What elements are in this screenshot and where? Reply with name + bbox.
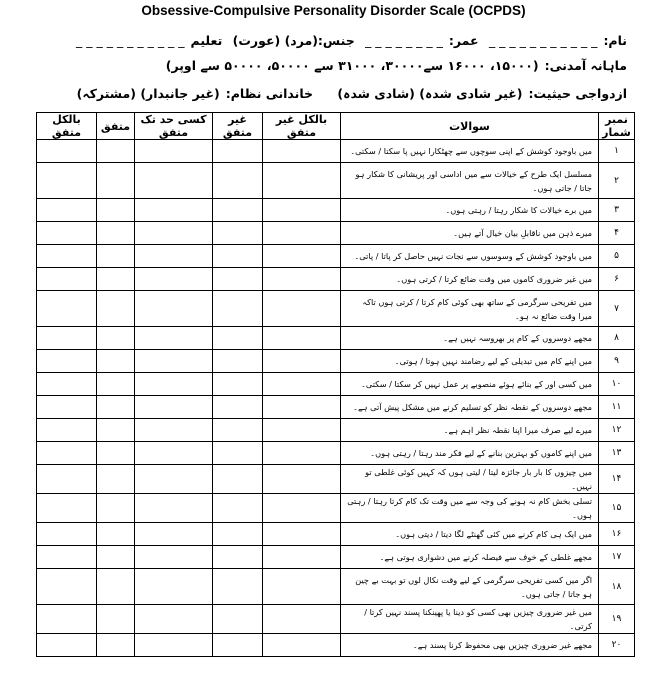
- response-cell-somewhat-agree[interactable]: [135, 419, 213, 442]
- response-cell-agree[interactable]: [97, 546, 135, 569]
- response-cell-agree[interactable]: [97, 199, 135, 222]
- item-statement: [341, 419, 599, 442]
- response-cell-somewhat-agree[interactable]: [135, 268, 213, 291]
- education-label: تعلیم: [190, 33, 223, 48]
- item-number: ۱۹: [599, 605, 635, 634]
- item-statement-text: مجھے غلطی کے خوف سے فیصلہ کرنے میں دشواری ہوتی ہے۔: [379, 552, 592, 562]
- header-questions: سوالات: [341, 113, 599, 140]
- header-disagree: غیر متفق: [213, 113, 263, 140]
- response-cell-strongly-agree[interactable]: [37, 494, 97, 523]
- response-cell-somewhat-agree[interactable]: [135, 140, 213, 163]
- response-cell-strongly-disagree[interactable]: [263, 419, 341, 442]
- name-blank[interactable]: _ _ _ _ _ _ _ _ _ _ _: [488, 33, 598, 48]
- item-statement: [341, 465, 599, 494]
- item-number: ۵: [599, 245, 635, 268]
- response-cell-agree[interactable]: [97, 465, 135, 494]
- demographics-line-1: [70, 33, 627, 48]
- table-row: [37, 605, 635, 634]
- table-row: [37, 465, 635, 494]
- item-statement: [341, 494, 599, 523]
- item-statement: [341, 634, 599, 657]
- item-number: ۹: [599, 350, 635, 373]
- response-cell-disagree[interactable]: [213, 140, 263, 163]
- item-statement-text: مجھے دوسروں کے کام پر بھروسہ نہیں ہے۔: [443, 333, 592, 343]
- response-cell-strongly-agree[interactable]: [37, 245, 97, 268]
- item-statement: [341, 605, 599, 634]
- item-statement: [341, 291, 599, 327]
- response-cell-strongly-disagree[interactable]: [263, 163, 341, 199]
- item-statement: [341, 569, 599, 605]
- response-cell-agree[interactable]: [97, 569, 135, 605]
- response-cell-disagree[interactable]: [213, 419, 263, 442]
- table-row: [37, 350, 635, 373]
- response-cell-strongly-disagree[interactable]: [263, 291, 341, 327]
- item-statement-text: اگر میں کسی تفریحی سرگرمی کے لیے وقت نکال لوں تو بہت بے چین ہو جاتا / جاتی ہوں۔: [355, 574, 592, 599]
- response-cell-somewhat-agree[interactable]: [135, 222, 213, 245]
- item-number: ۱: [599, 140, 635, 163]
- response-cell-strongly-disagree[interactable]: [263, 199, 341, 222]
- marital-options[interactable]: (غیر شادی شدہ) (شادی شدہ): [337, 86, 523, 101]
- response-cell-somewhat-agree[interactable]: [135, 327, 213, 350]
- item-number: ۷: [599, 291, 635, 327]
- item-statement-text: میں اپنے کاموں کو بہترین بنانے کے لیے فکر مند رہتا / رہتی ہوں۔: [370, 448, 592, 458]
- response-cell-strongly-agree[interactable]: [37, 291, 97, 327]
- header-number: نمبر شمار: [599, 113, 635, 140]
- table-row: [37, 494, 635, 523]
- age-label: عمر:: [448, 33, 479, 48]
- response-cell-agree[interactable]: [97, 291, 135, 327]
- demographics-line-2: [160, 58, 627, 73]
- item-statement: [341, 163, 599, 199]
- table-row: [37, 140, 635, 163]
- table-row: [37, 163, 635, 199]
- item-statement-text: مسلسل ایک طرح کے خیالات سے میں اداسی اور پریشانی کا شکار ہو جاتا / جاتی ہوں۔: [355, 168, 592, 193]
- age-blank[interactable]: _ _ _ _ _ _ _ _: [365, 33, 443, 48]
- response-cell-somewhat-agree[interactable]: [135, 350, 213, 373]
- response-cell-disagree[interactable]: [213, 373, 263, 396]
- table-row: [37, 396, 635, 419]
- item-statement: [341, 546, 599, 569]
- item-number: ۲: [599, 163, 635, 199]
- response-cell-somewhat-agree[interactable]: [135, 605, 213, 634]
- item-statement: [341, 396, 599, 419]
- item-statement: [341, 140, 599, 163]
- table-row: [37, 199, 635, 222]
- table-row: [37, 634, 635, 657]
- response-cell-somewhat-agree[interactable]: [135, 291, 213, 327]
- response-cell-strongly-disagree[interactable]: [263, 268, 341, 291]
- response-cell-disagree[interactable]: [213, 199, 263, 222]
- item-statement-text: میں چیزوں کا بار بار جائزہ لیتا / لیتی ہوں کہ کہیں کوئی غلطی تو نہیں۔: [365, 467, 592, 491]
- response-cell-disagree[interactable]: [213, 350, 263, 373]
- item-statement-text: میرے لیے صرف میرا اپنا نقطہ نظر اہم ہے۔: [443, 425, 592, 435]
- item-number: ۳: [599, 199, 635, 222]
- response-cell-disagree[interactable]: [213, 523, 263, 546]
- item-statement: [341, 350, 599, 373]
- response-cell-somewhat-agree[interactable]: [135, 523, 213, 546]
- item-number: ۶: [599, 268, 635, 291]
- response-cell-strongly-agree[interactable]: [37, 373, 97, 396]
- response-cell-strongly-agree[interactable]: [37, 546, 97, 569]
- response-cell-strongly-agree[interactable]: [37, 199, 97, 222]
- item-statement-text: میں باوجود کوشش کے اپنی سوچوں سے چھٹکارا نہیں پا سکتا / سکتی۔: [350, 146, 592, 156]
- item-number: ۴: [599, 222, 635, 245]
- response-cell-strongly-disagree[interactable]: [263, 605, 341, 634]
- family-options[interactable]: (غیر جانبدار) (مشترکہ): [76, 86, 220, 101]
- response-cell-agree[interactable]: [97, 327, 135, 350]
- response-cell-somewhat-agree[interactable]: [135, 163, 213, 199]
- table-row: [37, 373, 635, 396]
- item-statement-text: میرے ذہن میں ناقابلِ بیان خیال آتے ہیں۔: [453, 228, 592, 238]
- response-cell-agree[interactable]: [97, 634, 135, 657]
- response-cell-somewhat-agree[interactable]: [135, 199, 213, 222]
- item-statement: [341, 222, 599, 245]
- response-cell-agree[interactable]: [97, 222, 135, 245]
- item-number: ۱۸: [599, 569, 635, 605]
- response-cell-strongly-agree[interactable]: [37, 396, 97, 419]
- response-cell-disagree[interactable]: [213, 442, 263, 465]
- ocpds-questionnaire-table: [36, 112, 635, 657]
- response-cell-agree[interactable]: [97, 396, 135, 419]
- item-number: ۸: [599, 327, 635, 350]
- response-cell-strongly-disagree[interactable]: [263, 350, 341, 373]
- item-statement: [341, 268, 599, 291]
- response-cell-disagree[interactable]: [213, 494, 263, 523]
- response-cell-strongly-agree[interactable]: [37, 523, 97, 546]
- response-cell-agree[interactable]: [97, 419, 135, 442]
- response-cell-strongly-agree[interactable]: [37, 222, 97, 245]
- response-cell-somewhat-agree[interactable]: [135, 494, 213, 523]
- item-statement-text: میں ایک ہی کام کرنے میں کئی گھنٹے لگا دیتا / دیتی ہوں۔: [395, 529, 592, 539]
- item-number: ۱۷: [599, 546, 635, 569]
- header-agree: متفق: [97, 113, 135, 140]
- response-cell-agree[interactable]: [97, 268, 135, 291]
- response-cell-strongly-disagree[interactable]: [263, 140, 341, 163]
- response-cell-strongly-agree[interactable]: [37, 442, 97, 465]
- response-cell-somewhat-agree[interactable]: [135, 546, 213, 569]
- response-cell-strongly-agree[interactable]: [37, 140, 97, 163]
- header-strongly-disagree: بالکل غیر متفق: [263, 113, 341, 140]
- item-statement-text: تسلی بخش کام نہ ہونے کی وجہ سے میں وقت تک کام کرتا رہتا / رہتی ہوں۔: [347, 496, 592, 520]
- response-cell-strongly-disagree[interactable]: [263, 465, 341, 494]
- response-cell-agree[interactable]: [97, 350, 135, 373]
- response-cell-somewhat-agree[interactable]: [135, 396, 213, 419]
- response-cell-somewhat-agree[interactable]: [135, 569, 213, 605]
- response-cell-disagree[interactable]: [213, 634, 263, 657]
- response-cell-strongly-agree[interactable]: [37, 419, 97, 442]
- name-label: نام:: [603, 33, 627, 48]
- response-cell-disagree[interactable]: [213, 245, 263, 268]
- response-cell-strongly-agree[interactable]: [37, 465, 97, 494]
- item-statement-text: میں غیر ضروری کاموں میں وقت ضائع کرتا / کرتی ہوں۔: [396, 274, 592, 284]
- response-cell-strongly-agree[interactable]: [37, 605, 97, 634]
- response-cell-strongly-agree[interactable]: [37, 163, 97, 199]
- response-cell-somewhat-agree[interactable]: [135, 634, 213, 657]
- item-statement-text: میں غیر ضروری چیزیں بھی کسی کو دینا یا پھینکنا پسند نہیں کرتا / کرتی۔: [364, 607, 592, 631]
- item-statement: [341, 442, 599, 465]
- table-row: [37, 442, 635, 465]
- response-cell-disagree[interactable]: [213, 396, 263, 419]
- response-cell-disagree[interactable]: [213, 163, 263, 199]
- item-number: ۱۳: [599, 442, 635, 465]
- item-statement: [341, 327, 599, 350]
- item-number: ۱۴: [599, 465, 635, 494]
- table-row: [37, 569, 635, 605]
- response-cell-strongly-disagree[interactable]: [263, 546, 341, 569]
- item-statement: [341, 373, 599, 396]
- header-strongly-agree: بالکل متفق: [37, 113, 97, 140]
- response-cell-strongly-disagree[interactable]: [263, 327, 341, 350]
- response-cell-strongly-agree[interactable]: [37, 327, 97, 350]
- response-cell-strongly-disagree[interactable]: [263, 245, 341, 268]
- response-cell-disagree[interactable]: [213, 291, 263, 327]
- item-statement: [341, 245, 599, 268]
- education-blank[interactable]: _ _ _ _ _ _ _ _ _ _ _: [76, 33, 185, 48]
- response-cell-strongly-agree[interactable]: [37, 350, 97, 373]
- scale-title: Obsessive-Compulsive Personality Disorder Scale (OCPDS): [141, 3, 526, 18]
- response-cell-strongly-disagree[interactable]: [263, 634, 341, 657]
- response-cell-agree[interactable]: [97, 494, 135, 523]
- response-cell-disagree[interactable]: [213, 569, 263, 605]
- response-cell-strongly-agree[interactable]: [37, 569, 97, 605]
- item-number: ۱۰: [599, 373, 635, 396]
- table-row: [37, 523, 635, 546]
- item-number: ۱۵: [599, 494, 635, 523]
- response-cell-strongly-disagree[interactable]: [263, 569, 341, 605]
- table-row: [37, 222, 635, 245]
- income-ranges[interactable]: (۱۵۰۰۰، ۱۶۰۰۰ سے۳۰۰۰۰، ۳۱۰۰۰ سے ۵۰۰۰۰، ۵۰۰۰۰ سے اوپر): [165, 58, 539, 73]
- gender-field[interactable]: جنس:(مرد) (عورت): [232, 33, 355, 48]
- demographics-line-3: [71, 86, 627, 101]
- item-statement-text: میں برے خیالات کا شکار رہتا / رہتی ہوں۔: [445, 205, 592, 215]
- response-cell-agree[interactable]: [97, 140, 135, 163]
- response-cell-somewhat-agree[interactable]: [135, 465, 213, 494]
- table-row: [37, 291, 635, 327]
- response-cell-agree[interactable]: [97, 373, 135, 396]
- response-cell-somewhat-agree[interactable]: [135, 373, 213, 396]
- response-cell-disagree[interactable]: [213, 546, 263, 569]
- table-row: [37, 546, 635, 569]
- response-cell-strongly-agree[interactable]: [37, 268, 97, 291]
- response-cell-disagree[interactable]: [213, 222, 263, 245]
- response-cell-disagree[interactable]: [213, 268, 263, 291]
- response-cell-strongly-disagree[interactable]: [263, 442, 341, 465]
- response-cell-agree[interactable]: [97, 245, 135, 268]
- item-number: ۱۲: [599, 419, 635, 442]
- response-cell-somewhat-agree[interactable]: [135, 245, 213, 268]
- item-number: ۱۱: [599, 396, 635, 419]
- item-statement-text: میں اپنے کام میں تبدیلی کے لیے رضامند نہیں ہوتا / ہوتی۔: [394, 356, 592, 366]
- response-cell-agree[interactable]: [97, 605, 135, 634]
- table-row: [37, 419, 635, 442]
- table-row: [37, 327, 635, 350]
- response-cell-disagree[interactable]: [213, 327, 263, 350]
- response-cell-strongly-agree[interactable]: [37, 634, 97, 657]
- response-cell-agree[interactable]: [97, 523, 135, 546]
- response-cell-strongly-disagree[interactable]: [263, 494, 341, 523]
- table-row: [37, 245, 635, 268]
- item-statement: [341, 199, 599, 222]
- item-statement: [341, 523, 599, 546]
- header-somewhat-agree: کسی حد تک متفق: [135, 113, 213, 140]
- marital-label: ازدواجی حیثیت:: [528, 86, 627, 101]
- response-cell-strongly-disagree[interactable]: [263, 222, 341, 245]
- item-statement-text: میں باوجود کوشش کے وسوسوں سے نجات نہیں حاصل کر پاتا / پاتی۔: [354, 251, 592, 261]
- table-row: [37, 268, 635, 291]
- income-label: ماہانہ آمدنی:: [544, 58, 627, 73]
- item-statement-text: مجھے دوسروں کے نقطہ نظر کو تسلیم کرنے میں مشکل پیش آتی ہے۔: [353, 402, 592, 412]
- response-cell-somewhat-agree[interactable]: [135, 442, 213, 465]
- table-header-row: [37, 113, 635, 140]
- response-cell-agree[interactable]: [97, 442, 135, 465]
- item-number: ۲۰: [599, 634, 635, 657]
- item-statement-text: میں کسی اور کے بنائے ہوئے منصوبے پر عمل نہیں کر سکتا / سکتی۔: [361, 379, 592, 389]
- item-statement-text: مجھے غیر ضروری چیزیں بھی محفوظ کرنا پسند ہے۔: [412, 640, 592, 650]
- response-cell-disagree[interactable]: [213, 605, 263, 634]
- response-cell-strongly-disagree[interactable]: [263, 396, 341, 419]
- response-cell-strongly-disagree[interactable]: [263, 523, 341, 546]
- family-label: خاندانی نظام:: [225, 86, 314, 101]
- response-cell-strongly-disagree[interactable]: [263, 373, 341, 396]
- response-cell-disagree[interactable]: [213, 465, 263, 494]
- response-cell-agree[interactable]: [97, 163, 135, 199]
- item-number: ۱۶: [599, 523, 635, 546]
- item-statement-text: میں تفریحی سرگرمی کے ساتھ بھی کوئی کام کرتا / کرتی ہوں تاکہ میرا وقت ضائع نہ ہو۔: [362, 296, 592, 321]
